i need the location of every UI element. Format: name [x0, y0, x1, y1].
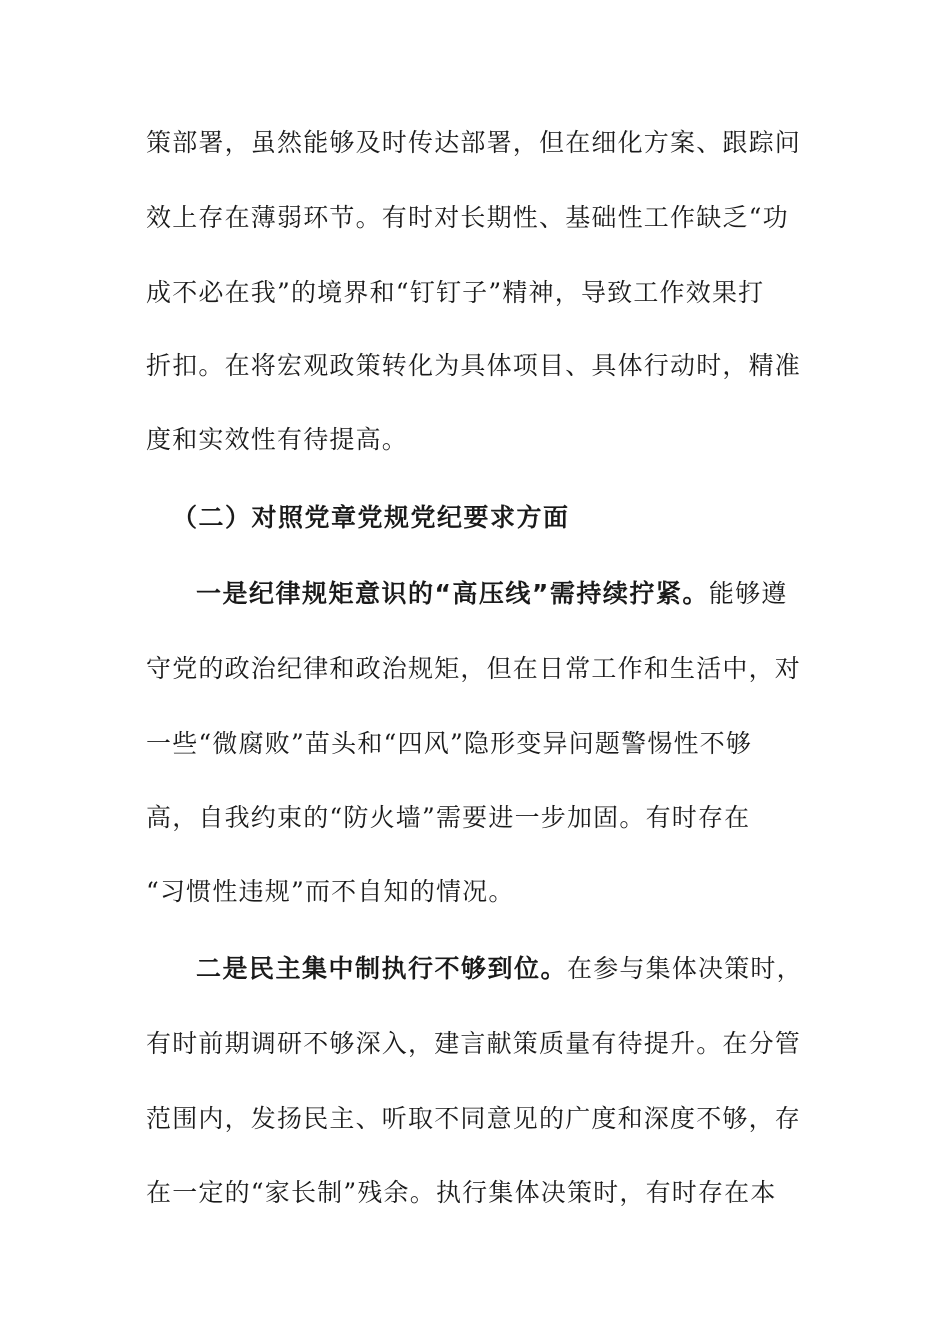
- point-2-first-line: [196, 953, 836, 985]
- paragraph-line: 折扣。在将宏观政策转化为具体项目、具体行动时，精准: [146, 351, 802, 380]
- paragraph-line: 在一定的“家长制”残余。执行集体决策时，有时存在本: [146, 1178, 777, 1207]
- point-1-first-line: [196, 578, 836, 610]
- paragraph-line: 范围内，发扬民主、听取不同意见的广度和深度不够，存: [146, 1104, 802, 1133]
- paragraph-line: 高，自我约束的“防火墙”需要进一步加固。有时存在: [146, 803, 751, 832]
- point-2-text: 在参与集体决策时，: [567, 954, 803, 983]
- paragraph-line: 效上存在薄弱环节。有时对长期性、基础性工作缺乏“功: [146, 203, 789, 232]
- point-1-title: 一是纪律规矩意识的“高压线”需持续拧紧。: [196, 579, 709, 608]
- paragraph-line: 守党的政治纪律和政治规矩，但在日常工作和生活中，对: [146, 654, 802, 683]
- paragraph-line: 成不必在我”的境界和“钉钉子”精神，导致工作效果打: [146, 278, 765, 307]
- paragraph-line: 一些“微腐败”苗头和“四风”隐形变异问题警惕性不够: [146, 729, 753, 758]
- point-1-text: 能够遵: [708, 579, 788, 608]
- paragraph-line: 有时前期调研不够深入，建言献策质量有待提升。在分管: [146, 1029, 802, 1058]
- paragraph-line: 度和实效性有待提高。: [146, 425, 409, 454]
- paragraph-line: 策部署，虽然能够及时传达部署，但在细化方案、跟踪问: [146, 128, 802, 157]
- section-heading: （二）对照党章党规党纪要求方面: [172, 503, 570, 532]
- point-2-title: 二是民主集中制执行不够到位。: [196, 954, 568, 983]
- paragraph-line: “习惯性违规”而不自知的情况。: [146, 877, 515, 906]
